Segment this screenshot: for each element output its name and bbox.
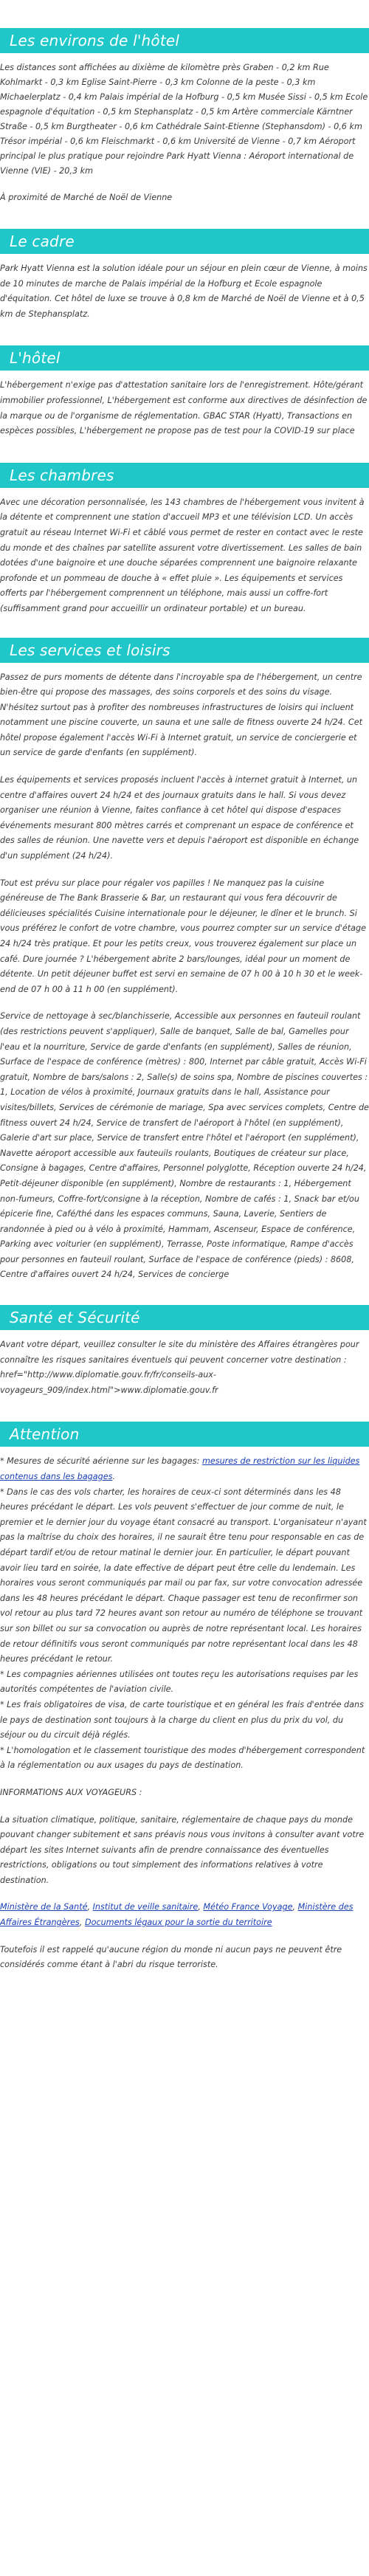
services-amenities-text: Service de nettoyage à sec/blanchisserie, Accessible aux personnes en fauteuil roulant (des restrictions peuvent s'appliquer), Salle de banquet, Salle de bal, Gamelles pour l'eau et la nourriture, Service de garde d'enfants (en supplément), Salles de réunion, Surface de l'espace de conférence (mètres) : 800, Internet par câble gratuit, Accès Wi-Fi gratuit, Nombre de bars/salons : 2, Salle(s) de soins spa, Nombre de piscines couvertes : 1, Location de vélos à proximité, Journaux gratuits dans le hall, Assistance pour visites/billets, Services de cérémonie de mariage, Spa avec services complets, Centre de fitness ouvert 24 h/24, Service de transfert de l'aéroport à l'hôtel (en supplément), Galerie d'art sur place, Service de transfert entre l'hôtel et l'aéroport (en supplément), Navette aéroport accessible aux fauteuils roulants, Boutiques de créateur sur place, Consigne à bagages, Centre d'affaires, Personnel polyglotte, Réception ouverte 24 h/24, Petit-déjeuner disponible (en supplément), Nombre de restaurants : 1, Hébergement non-fumeurs, Coffre-fort/consigne à la réception, Nombre de cafés : 1, Snack bar et/ou épicerie fine, Café/thé dans les espaces communs, Sauna, Laverie, Sentiers de randonnée à pied ou à vélo à proximité, Hammam, Ascenseur, Espace de conférence, Parking avec voiturier (en supplément), Terrasse, Poste informatique, Rampe d'accès pour personnes en fauteuil roulant, Surface de l'espace de conférence (pieds) : 8608, Centre d'affaires ouvert 24 h/24, Services de concierge (0, 1011, 369, 1280)
section-body (0, 488, 369, 617)
section-body (0, 254, 369, 322)
attention-liquids-prefix: * Mesures de sécurité aérienne sur les bagages: (0, 1456, 202, 1467)
section-body (0, 371, 369, 438)
attention-airlines-text: * Les compagnies aériennes utilisées ont toutes reçu les autorisations requises par les autorités compétentes de l'aviation civile. (0, 1669, 359, 1695)
section-environs (0, 28, 369, 205)
section-attention (0, 1422, 369, 1972)
section-hotel (0, 345, 369, 438)
section-body (0, 663, 369, 1284)
sante-text: Avant votre départ, veuillez consulter le site du ministère des Affaires étrangères pour connaître les risques sanitaires éventuels qui peuvent concerner votre destination : href="http://www.diplomatie.gouv.fr/fr/conseils-aux-voyageurs_909/index.html">www.diplomatie.gouv.fr (0, 1340, 359, 1395)
attention-travelers-heading: INFORMATIONS AUX VOYAGEURS : (0, 1787, 142, 1797)
attention-liquids-suffix: . (112, 1472, 116, 1482)
attention-terrorism-text: Toutefois il est rappelé qu'aucune région du monde ni aucun pays ne peuvent être considérés comme étant à l'abri du risque terroriste. (0, 1944, 342, 1970)
attention-visa-text: * Les frais obligatoires de visa, de carte touristique et en général les frais d'entrée dans le pays de destination sont toujours à la charge du client en plus du prix du vol, du séjour ou du circuit déjà réglés. (0, 1699, 364, 1740)
services-business-text: Les équipements et services proposés incluent l'accès à internet gratuit à Internet, un centre d'affaires ouvert 24 h/24 et des journaux gratuits dans le hall. Si vous devez organiser une réunion à Vienne, faites confiance à cet hôtel qui dispose d'espaces événements mesurant 800 mètres carrés et comprenant un espace de conférence et des salles de réunion. Une navette vers et depuis l'aéroport est disponible en échange d'un supplément (24 h/24). (0, 775, 359, 861)
environs-nearby-text: À proximité de Marché de Noël de Vienne (0, 193, 173, 202)
section-chambres (0, 463, 369, 617)
section-title: L'hôtel (0, 345, 369, 371)
section-title: Les services et loisirs (0, 638, 369, 663)
section-body (0, 1330, 369, 1398)
cadre-text: Park Hyatt Vienna est la solution idéale pour un séjour en plein cœur de Vienne, à moins de 10 minutes de marche de Palais impérial de la Hofburg et Ecole espagnole d'équitation. Cet hôtel de luxe se trouve à 0,8 km de Marché de Noël de Vienne et à 0,5 km de Stephansplatz. (0, 264, 368, 319)
section-body (0, 1447, 369, 1972)
section-services (0, 638, 369, 1284)
section-body (0, 53, 369, 205)
attention-classement-text: * L'homologation et le classement touristique des modes d'hébergement correspondent à la réglementation ou aux usages du pays de destination. (0, 1745, 365, 1771)
documents-legaux-link[interactable]: Documents légaux pour la sortie du territoire (84, 1918, 272, 1928)
hotel-text: L'hébergement n'exige pas d'attestation sanitaire lors de l'enregistrement. Hôte/gérant immobilier professionnel, L'hébergement est conforme aux directives de désinfection de la marque ou de l'organisme de réglementation. GBAC STAR (Hyatt), Transactions en espèces possibles, L'hébergement ne propose pas de test pour la COVID-19 sur place (0, 380, 368, 436)
section-title: Les environs de l'hôtel (0, 28, 369, 53)
attention-situation-text: La situation climatique, politique, sanitaire, réglementaire de chaque pays du monde pouvant changer subitement et sans préavis nous vous invitons à consulter avant votre départ les sites Internet suivants afin de prendre connaissance des éventuelles restrictions, obligations ou tout simplement des informations relatives à votre destination. (0, 1814, 365, 1885)
chambres-text: Avec une décoration personnalisée, les 143 chambres de l'hébergement vous invitent à la détente et comprennent une station d'accueil MP3 et une télévision LCD. Un accès gratuit au réseau Internet Wi-Fi et câblé vous permet de rester en contact avec le reste du monde et des chaînes par satellite assurent votre divertissement. Les salles de bain dotées d'une baignoire et une douche séparées comprennent une baignoire relaxante profonde et un pommeau de douche à « effet pluie ». Les équipements et services offerts par l'hébergement comprennent un téléphone, mais aussi un coffre-fort (suffisamment grand pour accueillir un ordinateur portable) et un bureau. (0, 497, 365, 613)
section-title: Santé et Sécurité (0, 1305, 369, 1330)
services-dining-text: Tout est prévu sur place pour régaler vos papilles ! Ne manquez pas la cuisine généreuse de The Bank Brasserie & Bar, un restaurant qui vous fera découvrir de délicieuses spécialités Cuisine internationale pour le déjeuner, le dîner et le brunch. Si vous préférez le confort de votre chambre, vous pourrez compter sur un service d'étage 24 h/24 très pratique. Et pour les petits creux, vous trouverez également sur place un café. Dure journée ? L'hébergement abrite 2 bars/lounges, idéal pour un moment de détente. Un petit déjeuner buffet est servi en semaine de 07 h 00 à 10 h 30 et le week-end de 07 h 00 à 11 h 00 (en supplément). (0, 878, 366, 994)
environs-distances-text: Les distances sont affichées au dixième de kilomètre près Graben - 0,2 km Rue Kohlmarkt - 0,3 km Eglise Saint-Pierre - 0,3 km Colonne de la peste - 0,3 km Michaelerplatz - 0,4 km Palais impérial de la Hofburg - 0,5 km Musée Sissi - 0,5 km Ecole espagnole d'équitation - 0,5 km Stephansplatz - 0,5 km Artère commerciale Kärntner Straße - 0,5 km Burgtheater - 0,6 km Cathédrale Saint-Etienne (Stephansdom) - 0,6 km Trésor impérial - 0,6 km Fleischmarkt - 0,6 km Université de Vienne - 0,7 km Aéroport principal le plus pratique pour rejoindre Park Hyatt Vienna : Aéroport international de Vienne (VIE) - 20,3 km (0, 63, 368, 176)
section-title: Les chambres (0, 463, 369, 488)
meteo-france-link[interactable]: Météo France Voyage (203, 1902, 293, 1912)
attention-liquids-text (0, 1454, 369, 1484)
section-title: Le cadre (0, 229, 369, 254)
services-spa-text: Passez de purs moments de détente dans l'incroyable spa de l'hébergement, un centre bien-être qui propose des massages, des soins corporels et des soins du visage. N'hésitez surtout pas à profiter des nombreuses infrastructures de loisirs qui incluent notamment une piscine couverte, un sauna et une salle de fitness ouverte 24 h/24. Cet hôtel propose également l'accès Wi-Fi à Internet gratuit, un service de conciergerie et un service de garde d'enfants (en supplément). (0, 672, 362, 758)
affaires-etrangeres-link[interactable]: Ministère des Affaires Étrangères (0, 1902, 354, 1928)
ministere-sante-link[interactable]: Ministère de la Santé (0, 1902, 88, 1912)
attention-charter-text: * Dans le cas des vols charter, les horaires de ceux-ci sont déterminés dans les 48 heures précédant le départ. Les vols peuvent s'effectuer de jour comme de nuit, le premier et le dernier jour du voyage étant consacré au transport. L'organisateur n'ayant pas la maîtrise du choix des horaires, il ne saurait être tenu pour responsable en cas de départ tardif et/ou de retour matinal le dernier jour. En particulier, le départ pouvant avoir lieu tard en soirée, la date effective de départ peut être celle du lendemain. Les horaires vous seront communiqués par mail ou par fax, sur votre convocation adressée dans les 48 heures précédant le départ. Chaque passager est tenu de reconfirmer son vol retour au plus tard 72 heures avant son retour au numéro de téléphone se trouvant sur son billet ou sur sa convocation ou auprès de notre représentant local. Les horaires de retour définitifs vous seront communiqués par notre représentant local dans les 48 heures précédant le retour. (0, 1487, 367, 1664)
attention-links: Ministère de la Santé, Institut de veille sanitaire, Météo France Voyage, Ministère des Affaires Étrangères, Documents légaux pour la sortie du territoire (0, 1902, 354, 1928)
veille-sanitaire-link[interactable]: Institut de veille sanitaire (92, 1902, 199, 1912)
section-title: Attention (0, 1422, 369, 1447)
liquids-restriction-link[interactable]: mesures de restriction sur les liquides contenus dans les bagages (0, 1456, 360, 1482)
section-sante (0, 1305, 369, 1398)
section-cadre (0, 229, 369, 322)
